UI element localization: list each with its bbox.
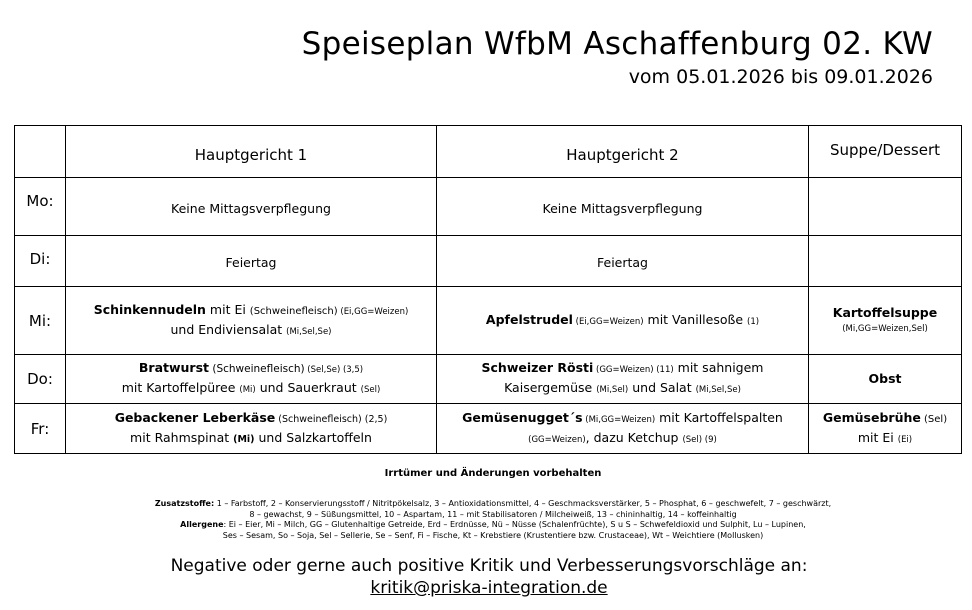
di-main2: Feiertag — [437, 236, 809, 287]
dish-text: und Sauerkraut — [255, 380, 361, 395]
fr-main2 — [437, 404, 809, 454]
dish-note: (Schweinefleisch) — [249, 305, 338, 317]
dish-note: (GG=Weizen) (11) — [593, 365, 674, 375]
dish-name: Gebackener Leberkäse — [114, 409, 276, 425]
di-soup — [809, 236, 962, 287]
dish-name: Schinkennudeln — [93, 301, 206, 317]
dish-name: Kartoffelsuppe — [832, 304, 938, 320]
dish-note: (Mi) — [233, 433, 255, 445]
dish-note: (Mi) — [239, 385, 256, 395]
menu-table — [14, 125, 962, 454]
dish-note: (Ei,GG=Weizen) — [572, 316, 644, 327]
dish-text: mit Vanillesoße — [643, 311, 748, 327]
dish-note: (Sel) — [920, 413, 948, 425]
dish-note: (Mi,Sel) — [596, 385, 629, 395]
dish-text: , dazu Ketchup — [585, 429, 683, 445]
additives-text: 1 – Farbstoff, 2 – Konservierungsstoff / Nitritpökelsalz, 3 – Antioxidationsmittel, 4 – Geschmacksverstärker, 5 – Phosphat, 6 – geschwefelt, 7 – geschwärzt, — [214, 499, 832, 508]
header-soup: Suppe/Dessert — [809, 126, 962, 178]
do-main2 — [437, 355, 809, 404]
header-empty — [15, 126, 66, 178]
allergens-label: Allergene — [180, 520, 224, 529]
allergens-line — [0, 520, 972, 531]
mi-soup — [809, 287, 962, 355]
mo-soup — [809, 178, 962, 236]
feedback — [0, 555, 972, 599]
disclaimer-note: Irrtümer und Änderungen vorbehalten — [384, 468, 602, 479]
additives-label: Zusatzstoffe: — [154, 499, 215, 508]
table-row — [15, 355, 962, 404]
header-main2: Hauptgericht 2 — [437, 126, 809, 178]
dish-note: (Ei,GG=Weizen) — [337, 306, 409, 317]
dish-text: und Salzkartoffeln — [254, 429, 372, 445]
dish-text: mit Rahmspinat — [130, 429, 234, 445]
day-label-mi: Mi: — [15, 287, 66, 355]
allergens-text: : Ei – Eier, Mi – Milch, GG – Glutenhaltige Getreide, Erd – Erdnüsse, Nü – Nüsse (Schalenfrüchte), S u S – Schwefeldioxid und Sulphit, Lu – Lupinen, — [223, 520, 806, 529]
allergens-line: Ses – Sesam, So – Soja, Sel – Sellerie, Se – Senf, Fi – Fische, Kt – Krebstiere (Krustentiere bzw. Crustaceae), Wt – Weichtiere (Mollusken) — [222, 530, 764, 540]
additives-line — [0, 499, 972, 510]
feedback-text: Negative oder gerne auch positive Kritik und Verbesserungsvorschläge an: — [170, 556, 808, 576]
day-label-di: Di: — [15, 236, 66, 287]
feedback-email-link[interactable]: kritik@priska-integration.de — [370, 578, 608, 598]
page-title: Speiseplan WfbM Aschaffenburg 02. KW — [301, 26, 933, 62]
table-row — [15, 404, 962, 454]
mi-main2 — [437, 287, 809, 355]
dish-note: (Mi,GG=Weizen,Sel) — [842, 323, 928, 334]
dish-text: und Endiviensalat — [170, 321, 287, 337]
dish-text: und Salat — [628, 380, 696, 395]
dish-name: Obst — [868, 371, 902, 386]
dish-name: Gemüsenugget´s — [462, 409, 583, 425]
date-range: vom 05.01.2026 bis 09.01.2026 — [628, 66, 933, 88]
dish-note: (Schweinefleisch) — [209, 363, 305, 375]
header-main1: Hauptgericht 1 — [66, 126, 437, 178]
dish-name: Bratwurst — [138, 360, 210, 375]
dish-note: (Mi,Sel,Se) — [286, 326, 332, 337]
dish-note: (Mi,Sel,Se) — [695, 385, 741, 395]
fr-main1 — [66, 404, 437, 454]
di-main1: Feiertag — [66, 236, 437, 287]
mi-main1 — [66, 287, 437, 355]
table-row — [15, 236, 962, 287]
do-soup — [809, 355, 962, 404]
dish-text: mit Ei — [857, 429, 898, 445]
dish-note: (Mi,GG=Weizen) — [582, 414, 656, 425]
dish-name: Apfelstrudel — [485, 311, 573, 327]
table-row — [15, 178, 962, 236]
dish-name: Gemüsebrühe — [822, 409, 921, 425]
dish-note: (1) — [747, 316, 760, 327]
dish-note: (Ei) — [897, 434, 913, 445]
day-label-fr: Fr: — [15, 404, 66, 454]
dish-note: (GG=Weizen) — [528, 434, 586, 445]
dish-note: (Sel) (9) — [682, 434, 717, 445]
dish-text: mit Kartoffelpüree — [121, 380, 240, 395]
day-label-do: Do: — [15, 355, 66, 404]
dish-note: (Sel) — [360, 385, 381, 395]
dish-note: (Schweinefleisch) (2,5) — [275, 413, 388, 425]
additives-line: 8 – gewachst, 9 – Süßungsmittel, 10 – Aspartam, 11 – mit Stabilisatoren / Milcheiweiß, 13 – chininhaltig, 14 – koffeinhaltig — [249, 509, 737, 519]
table-row — [15, 287, 962, 355]
table-header-row — [15, 126, 962, 178]
dish-text: mit Kartoffelspalten — [655, 409, 783, 425]
day-label-mo: Mo: — [15, 178, 66, 236]
dish-name: Schweizer Rösti — [481, 360, 594, 375]
mo-main2: Keine Mittagsverpflegung — [437, 178, 809, 236]
dish-text: Kaisergemüse — [504, 380, 597, 395]
do-main1 — [66, 355, 437, 404]
dish-note: (Sel,Se) (3,5) — [304, 365, 364, 375]
dish-text: mit Ei — [205, 301, 250, 317]
dish-text: mit sahnigem — [673, 360, 764, 375]
mo-main1: Keine Mittagsverpflegung — [66, 178, 437, 236]
legend — [0, 499, 972, 541]
fr-soup — [809, 404, 962, 454]
